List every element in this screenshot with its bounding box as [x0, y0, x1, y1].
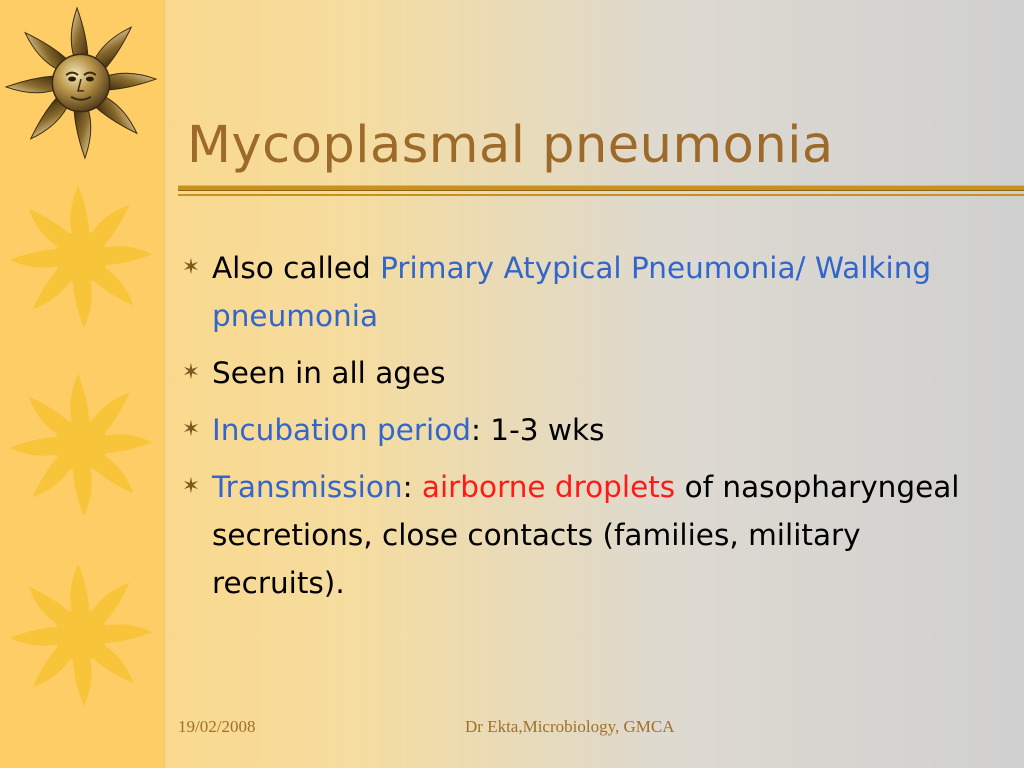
- star-icon: ✶: [181, 360, 201, 385]
- bullet-text-highlight: Primary Atypical Pneumonia/ Walking pneumonia: [212, 251, 932, 333]
- bullet-item: [178, 406, 998, 454]
- star-icon: ✶: [181, 474, 201, 499]
- bullet-text-plain: Seen in all ages: [212, 356, 446, 390]
- bullet-text-plain: : 1-3 wks: [470, 413, 605, 447]
- bullet-list: [178, 244, 998, 616]
- sun-face-icon: [2, 4, 160, 162]
- sun-icon: [6, 560, 156, 710]
- bullet-text-highlight: Transmission: [212, 470, 403, 504]
- footer-date: 19/02/2008: [178, 717, 256, 736]
- star-icon: ✶: [181, 417, 201, 442]
- star-icon: ✶: [181, 255, 201, 280]
- bullet-item: [178, 349, 998, 397]
- bullet-text-plain: :: [402, 470, 422, 504]
- title-underline-thin: [178, 194, 1024, 196]
- bullet-text-plain: Also called: [212, 251, 381, 285]
- sun-icon: [6, 182, 156, 332]
- footer-author: Dr Ekta,Microbiology, GMCA: [465, 717, 675, 736]
- slide-title: Mycoplasmal pneumonia: [187, 116, 834, 175]
- bullet-text-plain: of nasopharyngeal secretions, close contacts (families, military recruits).: [212, 470, 960, 600]
- bullet-item: [178, 463, 998, 607]
- title-underline: [178, 185, 1024, 191]
- left-band-edge: [163, 0, 167, 768]
- bullet-item: [178, 244, 998, 340]
- sun-icon: [6, 370, 156, 520]
- bullet-text-highlight: Incubation period: [212, 413, 471, 447]
- bullet-text-emphasis: airborne droplets: [421, 470, 676, 504]
